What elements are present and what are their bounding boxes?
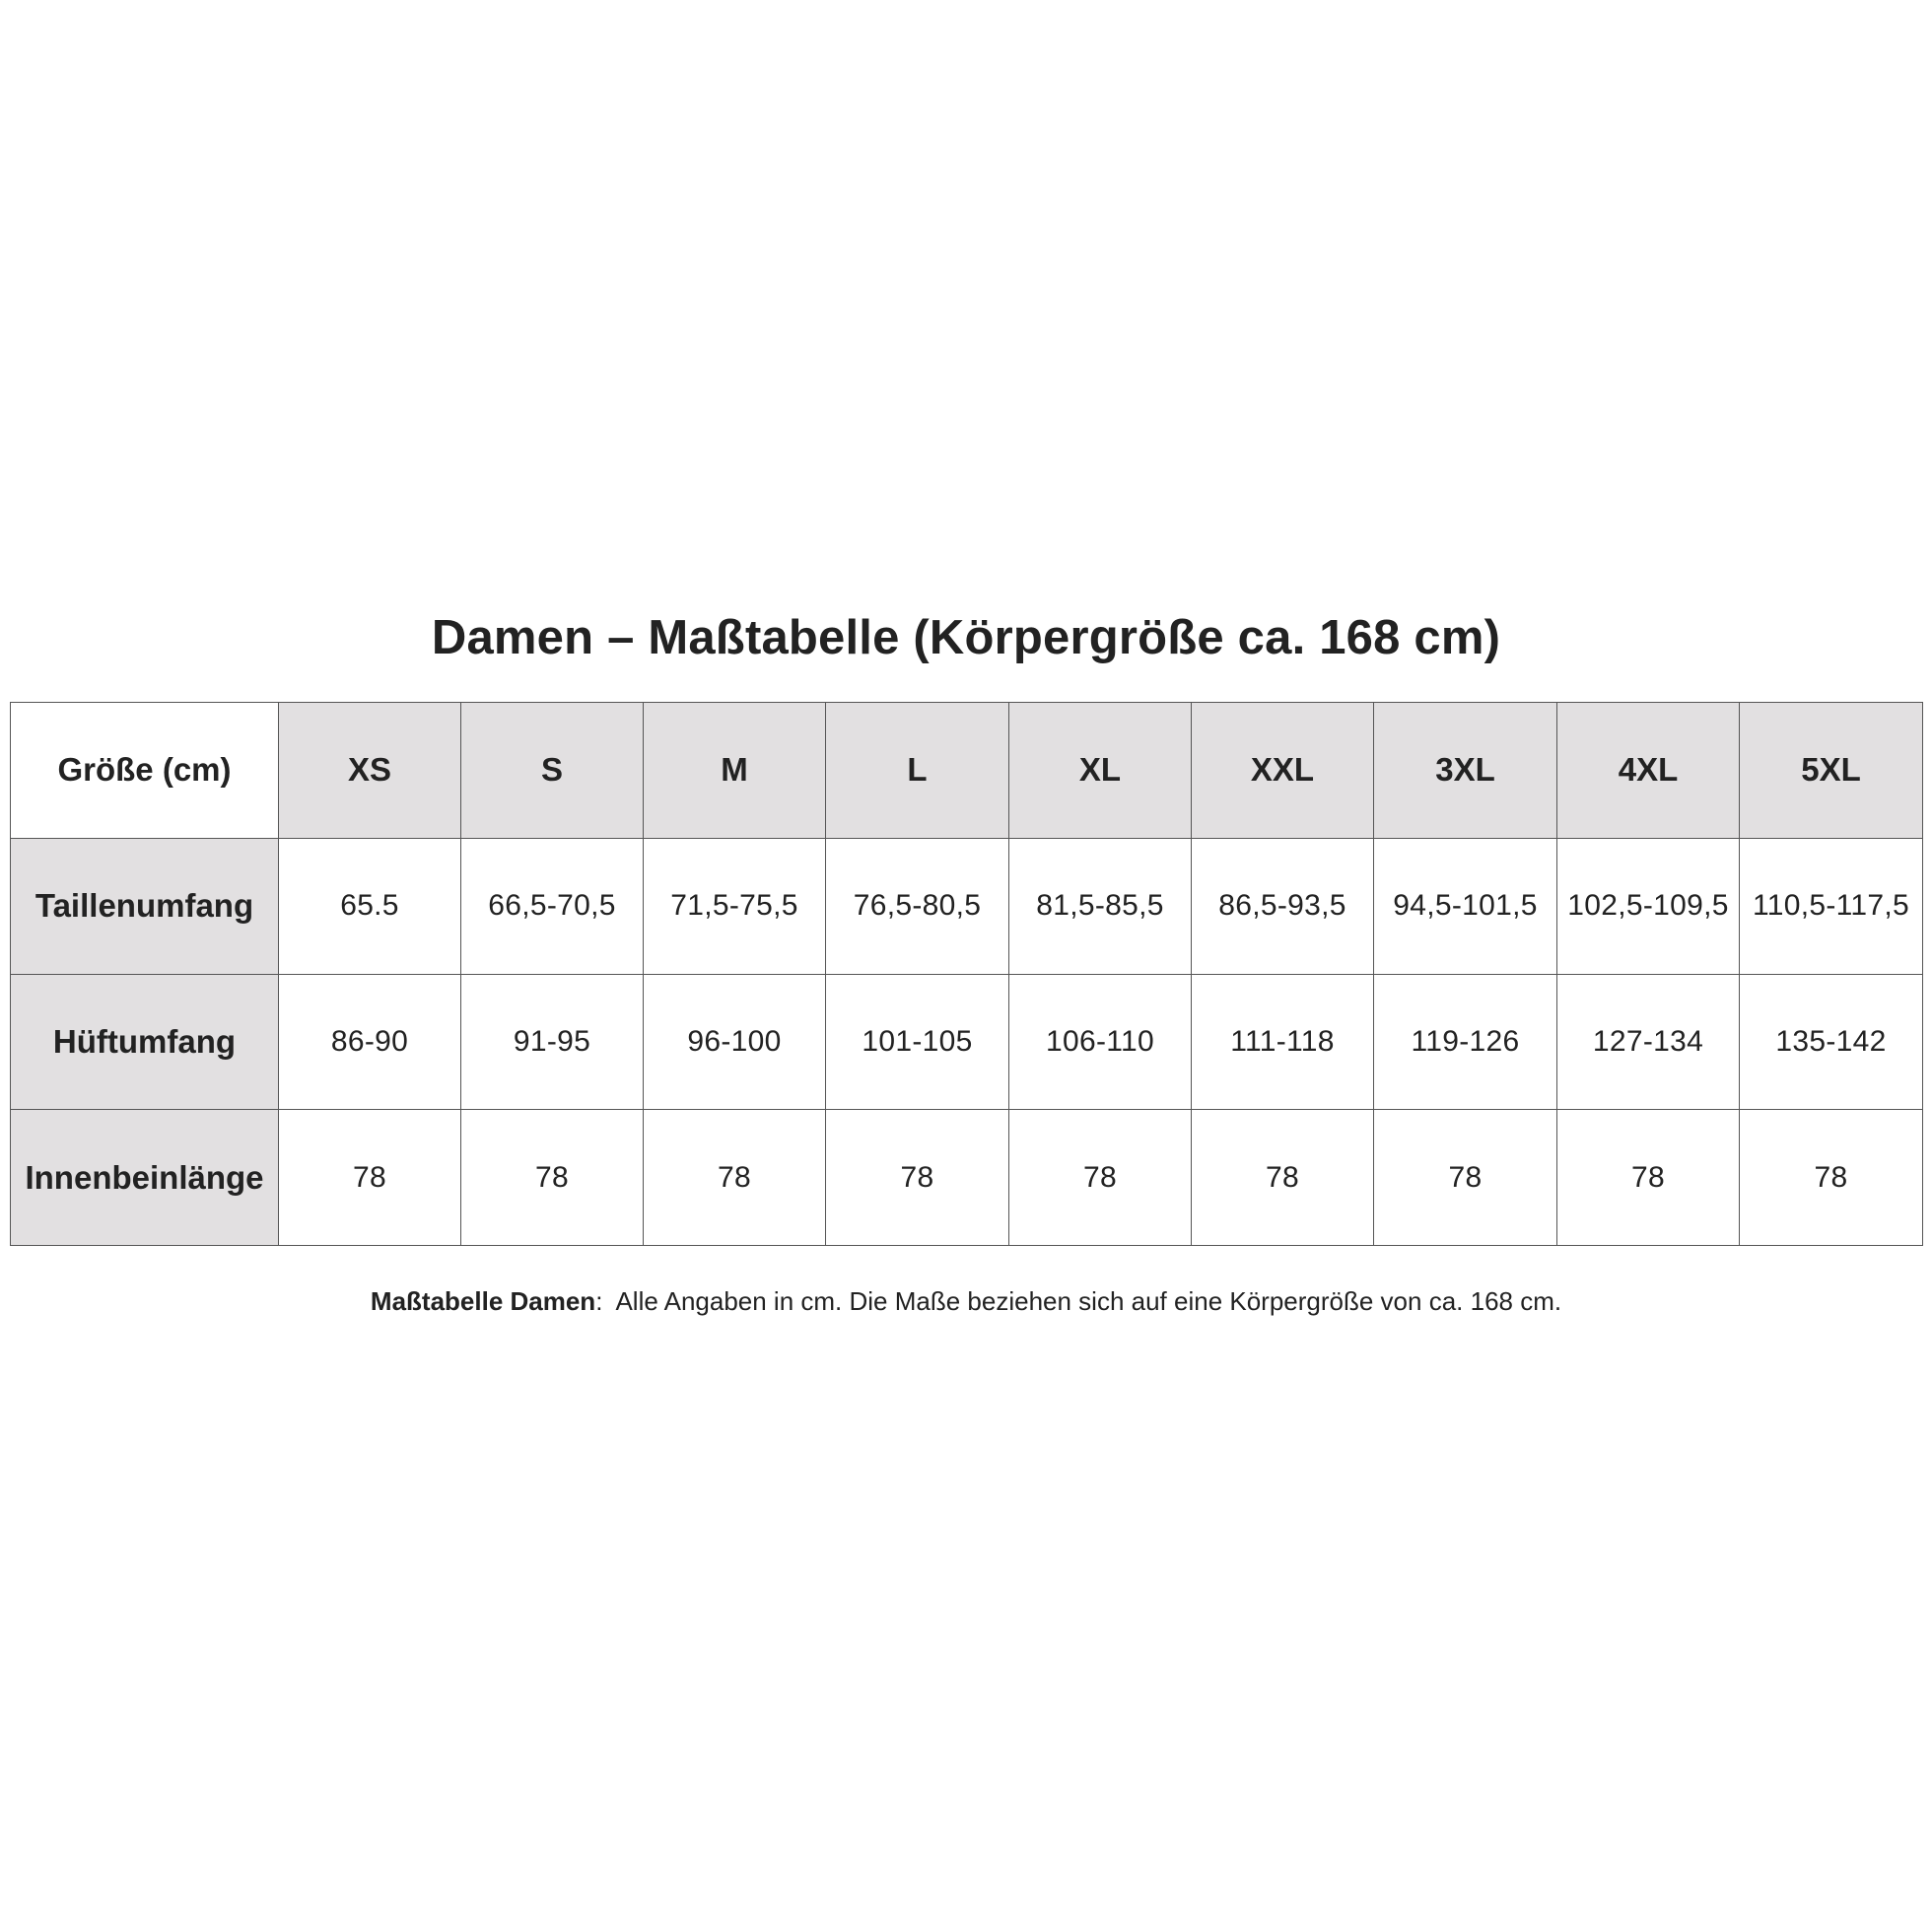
size-header-xl: XL xyxy=(1009,703,1192,839)
footnote-text: Alle Angaben in cm. Die Maße beziehen sich auf eine Körpergröße von ca. 168 cm. xyxy=(615,1286,1562,1316)
table-cell: 106-110 xyxy=(1009,974,1192,1110)
table-row-taillenumfang xyxy=(11,838,1923,974)
table-cell: 119-126 xyxy=(1374,974,1557,1110)
table-cell: 91-95 xyxy=(461,974,644,1110)
row-label-taillenumfang: Taillenumfang xyxy=(11,838,279,974)
table-cell: 94,5-101,5 xyxy=(1374,838,1557,974)
size-header-l: L xyxy=(826,703,1009,839)
table-cell: 78 xyxy=(1192,1110,1374,1246)
table-cell: 78 xyxy=(644,1110,826,1246)
footnote-label: Maßtabelle Damen xyxy=(370,1286,596,1316)
table-cell: 78 xyxy=(461,1110,644,1246)
row-label-hueftumfang: Hüftumfang xyxy=(11,974,279,1110)
footnote-separator: : xyxy=(595,1286,603,1316)
table-cell: 76,5-80,5 xyxy=(826,838,1009,974)
table-cell: 102,5-109,5 xyxy=(1557,838,1740,974)
table-cell: 86,5-93,5 xyxy=(1192,838,1374,974)
table-cell: 78 xyxy=(1374,1110,1557,1246)
table-cell: 86-90 xyxy=(279,974,461,1110)
size-header-s: S xyxy=(461,703,644,839)
footnote xyxy=(0,1281,1932,1321)
table-cell: 78 xyxy=(1740,1110,1923,1246)
table-cell: 78 xyxy=(826,1110,1009,1246)
row-label-innenbeinlaenge: Innenbeinlänge xyxy=(11,1110,279,1246)
table-cell: 96-100 xyxy=(644,974,826,1110)
page-title: Damen – Maßtabelle (Körpergröße ca. 168 cm) xyxy=(431,611,1501,664)
table-cell: 65.5 xyxy=(279,838,461,974)
table-cell: 71,5-75,5 xyxy=(644,838,826,974)
table-cell: 66,5-70,5 xyxy=(461,838,644,974)
size-header-xxl: XXL xyxy=(1192,703,1374,839)
table-cell: 78 xyxy=(279,1110,461,1246)
size-header-4xl: 4XL xyxy=(1557,703,1740,839)
size-header-3xl: 3XL xyxy=(1374,703,1557,839)
table-cell: 78 xyxy=(1009,1110,1192,1246)
size-header-m: M xyxy=(644,703,826,839)
table-cell: 101-105 xyxy=(826,974,1009,1110)
size-header-row xyxy=(11,703,1923,839)
table-cell: 135-142 xyxy=(1740,974,1923,1110)
table-cell: 81,5-85,5 xyxy=(1009,838,1192,974)
size-header-xs: XS xyxy=(279,703,461,839)
size-chart-table xyxy=(10,702,1923,1246)
table-cell: 111-118 xyxy=(1192,974,1374,1110)
size-corner-label: Größe (cm) xyxy=(11,703,279,839)
table-row-innenbeinlaenge xyxy=(11,1110,1923,1246)
table-cell: 110,5-117,5 xyxy=(1740,838,1923,974)
table-row-hueftumfang xyxy=(11,974,1923,1110)
table-cell: 127-134 xyxy=(1557,974,1740,1110)
size-header-5xl: 5XL xyxy=(1740,703,1923,839)
table-cell: 78 xyxy=(1557,1110,1740,1246)
